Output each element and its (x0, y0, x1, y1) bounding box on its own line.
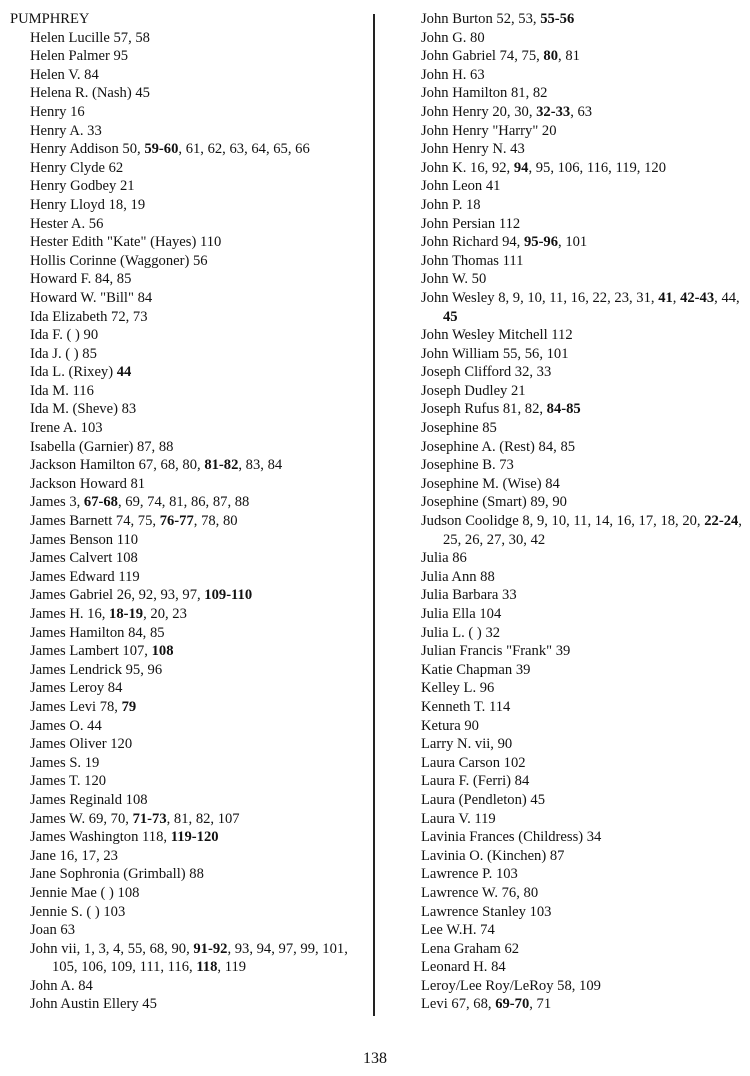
index-entry (10, 308, 365, 327)
index-entry (401, 140, 744, 159)
index-entry (401, 475, 744, 494)
index-entry (10, 400, 365, 419)
index-entry (401, 977, 744, 996)
entry-text: Henry Clyde 62 (30, 159, 124, 176)
index-entry (401, 29, 744, 48)
index-entry (401, 159, 744, 178)
entry-text: , 63 (570, 103, 593, 120)
index-entry (401, 958, 744, 977)
entry-text: John Austin Ellery 45 (30, 996, 157, 1013)
entry-text: John Wesley 8, 9, 10, 11, 16, 22, 23, 31, (421, 289, 659, 306)
entry-text: James Edward 119 (30, 568, 140, 585)
index-entry (10, 326, 365, 345)
index-entry (401, 772, 744, 791)
index-entry (401, 215, 744, 234)
entry-text: Ketura 90 (421, 717, 479, 734)
entry-text: Isabella (Garnier) 87, 88 (30, 438, 174, 455)
entry-text: Laura V. 119 (421, 810, 496, 827)
column-divider (373, 14, 375, 1016)
index-entry (401, 382, 744, 401)
index-entry (10, 921, 365, 940)
entry-text: John Leon 41 (421, 178, 501, 195)
index-entry (10, 47, 365, 66)
index-entry (10, 122, 365, 141)
entry-text: Joseph Clifford 32, 33 (421, 364, 552, 381)
right-entries (401, 10, 744, 1014)
entry-text: Helen Palmer 95 (30, 48, 129, 65)
entry-text: Henry A. 33 (30, 122, 102, 139)
index-entry (401, 47, 744, 66)
entry-text: John A. 84 (30, 977, 93, 994)
entry-text: , 25, 26, 27, 30, 42 (443, 513, 742, 548)
index-entry (401, 549, 744, 568)
bold-page-ref: 32-33 (536, 103, 571, 120)
index-entry (10, 140, 365, 159)
entry-text: Laura (Pendleton) 45 (421, 791, 546, 808)
index-entry (10, 754, 365, 773)
bold-page-ref: 69-70 (495, 996, 530, 1013)
bold-page-ref: 18-19 (109, 606, 144, 622)
entry-text: Joseph Dudley 21 (421, 382, 526, 399)
entry-text: , 83, 84 (238, 457, 283, 474)
bold-page-ref: 94 (513, 159, 529, 176)
bold-page-ref: 95-96 (523, 234, 559, 251)
entry-text: John P. 18 (421, 196, 481, 213)
entry-text: Lawrence Stanley 103 (421, 903, 552, 920)
bold-page-ref: 42-43 (680, 289, 715, 306)
entry-text: Jane Sophronia (Grimball) 88 (30, 866, 204, 883)
bold-page-ref: 44 (116, 364, 132, 381)
index-entry (401, 345, 744, 364)
index-entry (10, 810, 365, 829)
entry-text: Irene A. 103 (30, 420, 103, 437)
entry-text: Hester A. 56 (30, 215, 104, 232)
entry-text: Josephine B. 73 (421, 457, 514, 474)
entry-text: , 69, 74, 81, 86, 87, 88 (117, 494, 250, 511)
index-entry (10, 735, 365, 754)
index-entry (10, 568, 365, 587)
index-entry (10, 791, 365, 810)
index-entry (401, 400, 744, 419)
index-entry (401, 810, 744, 829)
right-column (401, 10, 744, 1014)
bold-page-ref: 55-56 (540, 11, 575, 27)
index-entry (401, 289, 744, 326)
entry-text: Lavinia Frances (Childress) 34 (421, 829, 602, 846)
index-entry (401, 252, 744, 271)
index-entry (10, 29, 365, 48)
index-entry (10, 772, 365, 791)
index-entry (401, 735, 744, 754)
entry-text: James O. 44 (30, 717, 102, 734)
index-entry (10, 586, 365, 605)
entry-text: James Levi 78, (30, 698, 122, 715)
bold-page-ref: 91-92 (193, 940, 228, 957)
entry-text: Laura F. (Ferri) 84 (421, 773, 530, 790)
entry-text: , 95, 106, 116, 119, 120 (528, 159, 666, 176)
entry-text: Jackson Howard 81 (30, 475, 146, 492)
bold-page-ref: 76-77 (159, 513, 194, 530)
entry-text: James H. 16, (30, 606, 110, 622)
entry-text: James Calvert 108 (30, 550, 138, 567)
entry-text: Leroy/Lee Roy/LeRoy 58, 109 (421, 977, 601, 994)
entry-text: Josephine M. (Wise) 84 (421, 475, 560, 492)
entry-text: John H. 63 (421, 66, 485, 83)
index-entry (401, 661, 744, 680)
index-entry (10, 270, 365, 289)
index-entry (10, 177, 365, 196)
entry-text: Jackson Hamilton 67, 68, 80, (30, 457, 205, 474)
index-entry (10, 698, 365, 717)
entry-text: James Oliver 120 (30, 736, 133, 753)
entry-text: , 119 (217, 959, 247, 976)
index-entry (10, 233, 365, 252)
entry-text: James Hamilton 84, 85 (30, 624, 165, 641)
index-entry (401, 363, 744, 382)
left-column (10, 10, 365, 1014)
index-entry (10, 84, 365, 103)
entry-text: Ida M. (Sheve) 83 (30, 401, 137, 418)
entry-text: , 78, 80 (193, 513, 238, 530)
index-entry (401, 493, 744, 512)
entry-text: Lee W.H. 74 (421, 922, 495, 939)
entry-text: John K. 16, 92, (421, 159, 514, 176)
index-entry (401, 586, 744, 605)
index-entry (10, 438, 365, 457)
index-entry (10, 661, 365, 680)
index-entry (401, 568, 744, 587)
entry-text: Julia Ann 88 (421, 568, 495, 585)
entry-text: Julian Francis "Frank" 39 (421, 643, 571, 660)
entry-text: James 3, (30, 494, 84, 511)
index-entry (10, 475, 365, 494)
entry-text: Katie Chapman 39 (421, 661, 531, 678)
entry-text: John Thomas 111 (421, 252, 524, 269)
entry-text: John Gabriel 74, 75, (421, 48, 544, 65)
entry-text: Julia Ella 104 (421, 606, 502, 622)
entry-text: Henry 16 (30, 103, 85, 120)
entry-text: Ida J. ( ) 85 (30, 345, 97, 362)
index-entry (10, 382, 365, 401)
entry-text: Ida L. (Rixey) (30, 364, 117, 381)
index-entry (10, 549, 365, 568)
entry-text: Laura Carson 102 (421, 754, 526, 771)
entry-text: Helena R. (Nash) 45 (30, 85, 150, 102)
entry-text: Henry Godbey 21 (30, 178, 135, 195)
index-entry (401, 122, 744, 141)
entry-text: Lawrence W. 76, 80 (421, 884, 539, 901)
entry-text: Jennie S. ( ) 103 (30, 903, 126, 920)
entry-text: James Gabriel 26, 92, 93, 97, (30, 587, 205, 604)
bold-page-ref: 45 (443, 308, 458, 325)
index-entry (10, 103, 365, 122)
entry-text: Josephine A. (Rest) 84, 85 (421, 438, 576, 455)
bold-page-ref: 80 (543, 48, 559, 65)
entry-text: John Hamilton 81, 82 (421, 85, 548, 102)
index-entry (10, 252, 365, 271)
entry-text: John G. 80 (421, 29, 485, 46)
entry-text: John William 55, 56, 101 (421, 345, 569, 362)
index-entry (401, 103, 744, 122)
index-entry (10, 419, 365, 438)
index-entry (401, 679, 744, 698)
entry-text: Larry N. vii, 90 (421, 736, 513, 753)
entry-text: James Washington 118, (30, 829, 171, 846)
index-entry (10, 493, 365, 512)
index-entry (10, 363, 365, 382)
entry-text: Ida M. 116 (30, 382, 94, 399)
entry-text: Joseph Rufus 81, 82, (421, 401, 547, 418)
entry-text: , 61, 62, 63, 64, 65, 66 (178, 141, 310, 158)
entry-text: John Burton 52, 53, (421, 11, 541, 27)
bold-page-ref: 71-73 (132, 810, 167, 827)
entry-text: Jane 16, 17, 23 (30, 847, 118, 864)
index-entry (401, 66, 744, 85)
bold-page-ref: 41 (658, 289, 673, 306)
index-entry (10, 215, 365, 234)
index-entry (10, 977, 365, 996)
entry-text: Lena Graham 62 (421, 940, 520, 957)
index-entry (401, 754, 744, 773)
entry-text: Hester Edith "Kate" (Hayes) 110 (30, 234, 222, 251)
index-entry (10, 847, 365, 866)
index-entry (10, 512, 365, 531)
entry-text: Henry Addison 50, (30, 141, 145, 158)
bold-page-ref: 109-110 (204, 587, 253, 604)
index-entry (10, 828, 365, 847)
index-entry (401, 717, 744, 736)
index-entry (401, 270, 744, 289)
entry-text: John W. 50 (421, 271, 487, 288)
bold-page-ref: 118 (196, 959, 218, 976)
index-entry (401, 847, 744, 866)
index-entry (10, 679, 365, 698)
entry-text: John vii, 1, 3, 4, 55, 68, 90, (30, 940, 194, 957)
index-entry (401, 884, 744, 903)
entry-text: John Wesley Mitchell 112 (421, 327, 573, 344)
entry-text: Josephine 85 (421, 420, 497, 437)
index-entry (401, 903, 744, 922)
entry-text: James Lendrick 95, 96 (30, 661, 163, 678)
bold-page-ref: 84-85 (546, 401, 581, 418)
entry-text: James Leroy 84 (30, 680, 123, 697)
page-number: 138 (363, 1050, 387, 1067)
entry-text: Julia Barbara 33 (421, 587, 517, 604)
index-entry (10, 884, 365, 903)
bold-page-ref: 22-24 (704, 513, 739, 530)
entry-text: James Benson 110 (30, 531, 139, 548)
index-entry (401, 326, 744, 345)
entry-text: John Richard 94, (421, 234, 524, 251)
index-entry (401, 177, 744, 196)
surname-heading: PUMPHREY (10, 11, 90, 27)
index-entry (401, 791, 744, 810)
entry-text: Levi 67, 68, (421, 996, 496, 1013)
index-entry (10, 717, 365, 736)
entry-text: Josephine (Smart) 89, 90 (421, 494, 567, 511)
entry-text: , 93, 94, 97, 99, 101, 105, 106, 109, 111, 116, (52, 940, 348, 976)
entry-text: Helen V. 84 (30, 66, 99, 83)
entry-text: Julia 86 (421, 550, 467, 567)
index-entry (10, 865, 365, 884)
left-entries (10, 29, 365, 1014)
bold-page-ref: 81-82 (204, 457, 239, 474)
entry-text: James T. 120 (30, 773, 107, 790)
index-entry (401, 624, 744, 643)
index-entry (401, 828, 744, 847)
index-entry (10, 456, 365, 475)
entry-text: Julia L. ( ) 32 (421, 624, 501, 641)
index-entry (10, 345, 365, 364)
entry-text: James Lambert 107, (30, 643, 152, 660)
entry-text: James Reginald 108 (30, 791, 148, 808)
entry-text: Lawrence P. 103 (421, 866, 518, 883)
entry-text: John Persian 112 (421, 215, 521, 232)
index-entry (401, 438, 744, 457)
entry-text: James S. 19 (30, 754, 100, 771)
entry-text: James W. 69, 70, (30, 810, 133, 827)
bold-page-ref: 59-60 (144, 141, 179, 158)
entry-text: , 81, 82, 107 (166, 810, 240, 827)
index-entry (10, 903, 365, 922)
index-entry (401, 940, 744, 959)
bold-page-ref: 79 (121, 698, 137, 715)
entry-text: , 71 (529, 996, 552, 1013)
index-entry (401, 921, 744, 940)
entry-text: , 44, (714, 289, 740, 306)
entry-text: Leonard H. 84 (421, 959, 506, 976)
index-entry (10, 642, 365, 661)
entry-text: Helen Lucille 57, 58 (30, 29, 150, 46)
entry-text: Kenneth T. 114 (421, 698, 511, 715)
entry-text: Joan 63 (30, 922, 75, 939)
entry-text: Ida Elizabeth 72, 73 (30, 308, 148, 325)
index-entry (10, 66, 365, 85)
entry-text: , 20, 23 (143, 606, 187, 622)
index-entry (401, 456, 744, 475)
index-entry (10, 940, 365, 977)
index-entry (401, 512, 744, 549)
entry-text: Judson Coolidge 8, 9, 10, 11, 14, 16, 17, 18, 20, (421, 513, 705, 530)
entry-text: Hollis Corinne (Waggoner) 56 (30, 252, 208, 269)
entry-text: Kelley L. 96 (421, 680, 495, 697)
entry-text: Henry Lloyd 18, 19 (30, 196, 146, 213)
entry-text: Howard W. "Bill" 84 (30, 289, 153, 306)
index-entry (401, 865, 744, 884)
entry-text: John Henry N. 43 (421, 141, 525, 158)
index-entry (401, 233, 744, 252)
index-entry (10, 995, 365, 1014)
index-entry (10, 624, 365, 643)
entry-text: James Barnett 74, 75, (30, 513, 160, 530)
bold-page-ref: 119-120 (170, 829, 219, 846)
index-entry (10, 196, 365, 215)
entry-text: John Henry "Harry" 20 (421, 122, 557, 139)
index-entry (401, 642, 744, 661)
entry-text: Ida F. ( ) 90 (30, 327, 99, 344)
index-entry (10, 605, 365, 624)
entry-text: , 81 (558, 48, 580, 65)
index-entry (401, 605, 744, 624)
entry-text: John Henry 20, 30, (421, 103, 537, 120)
index-entry (10, 289, 365, 308)
index-entry (401, 10, 744, 29)
index-entry (401, 995, 744, 1014)
index-entry (401, 196, 744, 215)
index-entry (401, 84, 744, 103)
index-entry (10, 159, 365, 178)
entry-text: Howard F. 84, 85 (30, 271, 132, 288)
entry-text: , 101 (558, 234, 588, 251)
entry-text: Jennie Mae ( ) 108 (30, 884, 140, 901)
index-entry (401, 419, 744, 438)
index-entry (401, 698, 744, 717)
bold-page-ref: 108 (151, 643, 174, 660)
entry-text: , (672, 289, 681, 306)
bold-page-ref: 67-68 (83, 494, 118, 511)
index-entry (10, 531, 365, 550)
entry-text: Lavinia O. (Kinchen) 87 (421, 847, 565, 864)
